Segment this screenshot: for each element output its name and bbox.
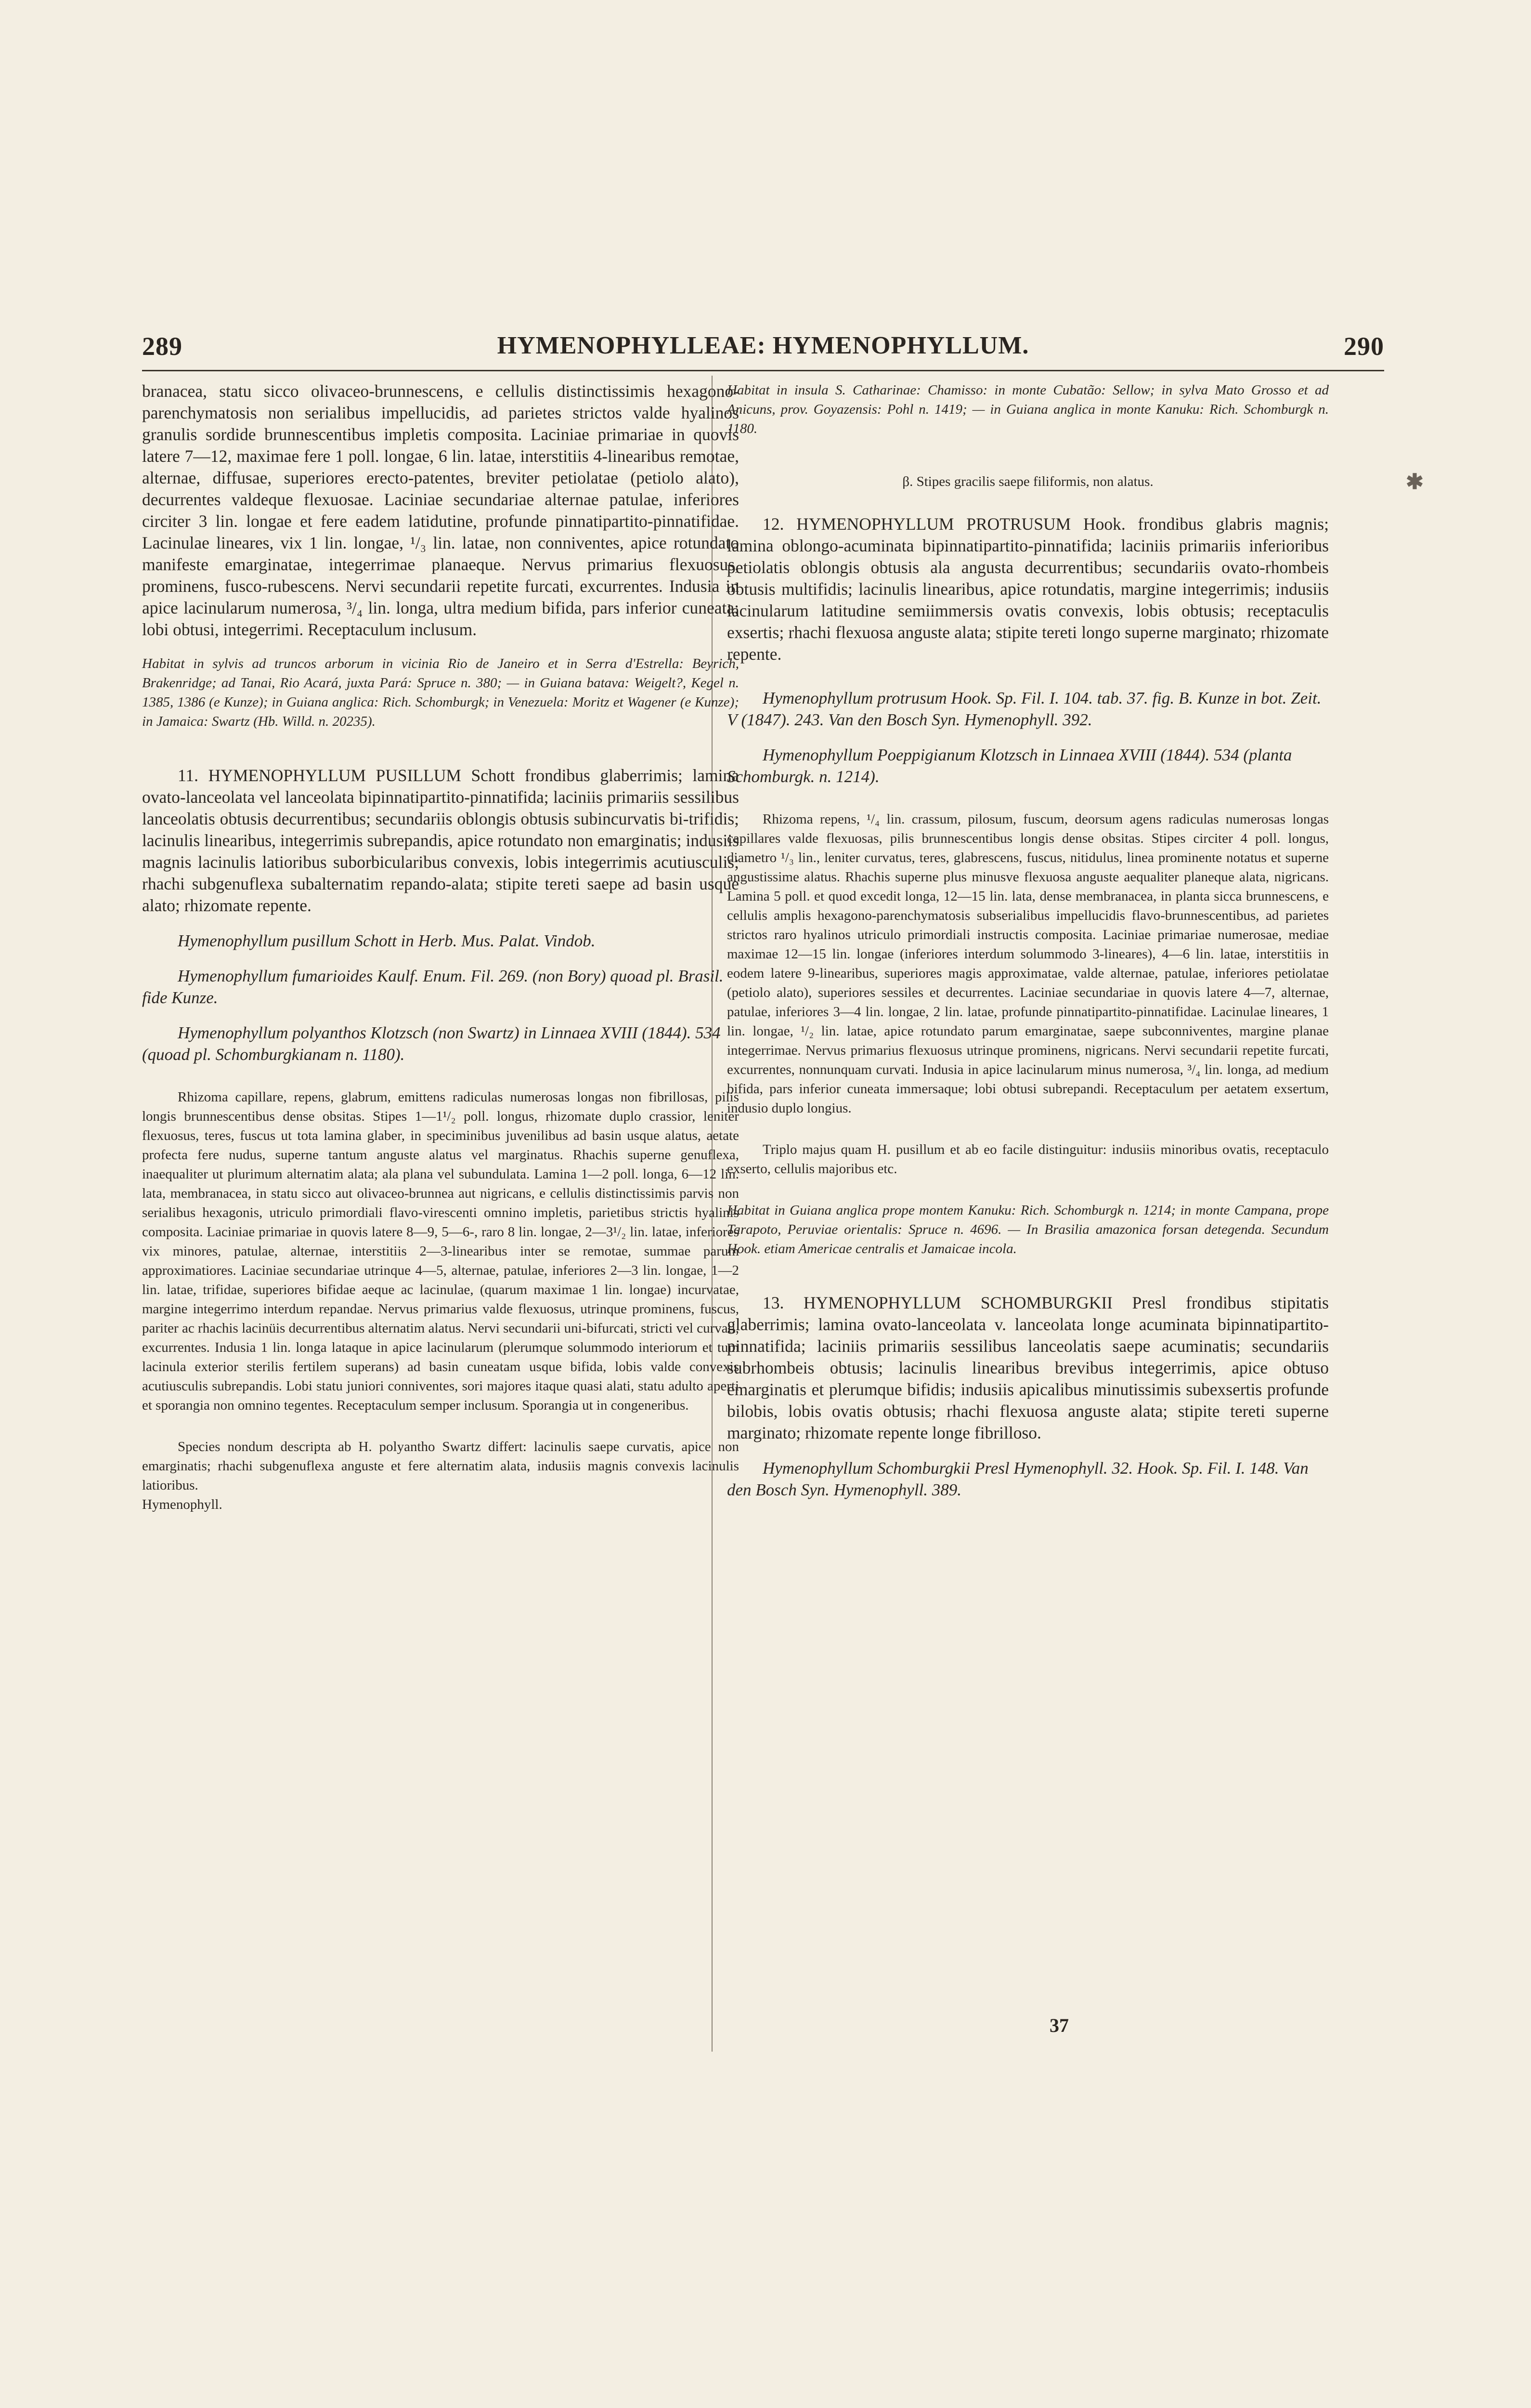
ink-speck: ✱	[1406, 470, 1424, 494]
synonym-citation: Hymenophyllum Schomburgkii Presl Hymenophyll. 32. Hook. Sp. Fil. I. 148. Van den Bosch Syn. Hymenophyll. 389.	[727, 1459, 1309, 1499]
habitat-paragraph-10: Habitat in sylvis ad truncos arborum in vicinia Rio de Janeiro et in Serra d'Estrella: Beyrich, Brakenridge; ad Tanai, Rio Acará, juxta Pará: Spruce n. 380; — in Guiana batava: Weigelt?, Kegel n. 1385, 1386 (e Kunze); in Guiana anglica: Rich. Schomburgk; in Venezuela: Moritz et Wagener (e Kunze); in Jamaica: Swartz (Hb. Willd. n. 20235).	[142, 656, 739, 729]
running-head: HYMENOPHYLLEAE: HYMENOPHYLLUM.	[497, 332, 1029, 359]
synonym-citation: Hymenophyllum polyanthos Klotzsch (non Swartz) in Linnaea XVIII (1844). 534 (quoad pl. Schomburgkianam n. 1180).	[142, 1023, 721, 1064]
habitat-paragraph-11: Habitat in insula S. Catharinae: Chamisso: in monte Cubatão: Sellow; in sylva Mato Grosso et ad Anicuns, prov. Goyazensis: Pohl n. 1419; — in Guiana anglica in monte Kanuku: Rich. Schomburgk n. 1180.	[727, 382, 1329, 436]
signature-mark: 37	[1050, 2015, 1069, 2036]
species-12-diagnosis: 12. HYMENOPHYLLUM PROTRUSUM Hook. frondibus glabris magnis; lamina oblongo-acuminata bipinnatipartito-pinnatifida; laciniis primariis inferioribus petiolatis oblongis obtusis ala angusta decurrentibus; secundariis ovato-rhombeis obtusis multifidis; lacinulis linearibus, apice rotundatis, margine integerrimis; indusiis lacinularum latitudine semiimmersis ovatis convexis, lobis obtusis; receptaculis exsertis; rhachi flexuosa anguste alata; stipite tereti longo superne marginato; rhizomate repente.	[727, 514, 1329, 664]
footer-abbreviation: Hymenophyll.	[142, 1497, 222, 1512]
continuation-paragraph: branacea, statu sicco olivaceo-brunnescens, e cellulis distinctissimis hexagono-parenchymatosis non serialibus impellucidis, ad parietes strictos valde hyalinos granulis sordide brunnescentibus impletis composita. Laciniae primariae in quovis latere 7—12, maximae fere 1 poll. longae, 6 lin. latae, interstitiis 4-linearibus remotae, alternae, diffusae, superiores erecto-patentes, breviter petiolatae (petiolo alato), decurrentes valdeque flexuosae. Laciniae secundariae alternae patulae, inferiores circiter 3 lin. longae et fere eadem latidutine, profunde pinnatipartito-pinnatifidae. Lacinulae lineares, vix 1 lin. longae, ¹/₃ lin. latae, non conniventes, apice rotundato manifeste emarginatae, integerrimae planaeque. Nervus primarius flexuosus, prominens, fusco-rubescens. Nervi secundarii repetite furcati, excurrentes. Indusia in apice lacinularum numerosa, ³/₄ lin. longa, ultra medium bifida, pars inferior cuneata; lobi obtusi, integerrimi. Receptaculum inclusum.	[142, 381, 739, 639]
page-number-left: 289	[142, 332, 182, 361]
synonym-citation: Hymenophyllum Poeppigianum Klotzsch in Linnaea XVIII (1844). 534 (planta Schomburgk. n. 1214).	[727, 746, 1292, 786]
synonym-citation: Hymenophyllum fumarioides Kaulf. Enum. Fil. 269. (non Bory) quoad pl. Brasil. fide Kunze.	[142, 967, 724, 1007]
page-header	[142, 331, 1384, 365]
variety-beta: β. Stipes gracilis saepe filiformis, non alatus.	[902, 474, 1154, 489]
species-12-differentiation: Triplo majus quam H. pusillum et ab eo facile distinguitur: indusiis minoribus ovatis, receptaculo exserto, cellulis majoribus etc.	[727, 1142, 1329, 1177]
header-rule	[142, 370, 1384, 371]
species-13-diagnosis: 13. HYMENOPHYLLUM SCHOMBURGKII Presl frondibus stipitatis glaberrimis; lamina ovato-lanceolata v. lanceolata longe acuminata bipinnatipartito-pinnatifida; laciniis primariis sessilibus lanceolatis saepe acuminatis; secundariis subrhombeis obtusis; lacinulis linearibus brevibus integerrimis, apice obtuso emarginatis et plerumque bifidis; indusiis apicalibus minutissimis subexsertis profunde bilobis, lobis ovatis obtusis; rhachi flexuosa anguste alata; stipite tereti superne marginato; rhizomate repente longe fibrilloso.	[727, 1293, 1329, 1442]
synonym-citation: Hymenophyllum pusillum Schott in Herb. Mus. Palat. Vindob.	[178, 931, 596, 950]
synonym-citation: Hymenophyllum protrusum Hook. Sp. Fil. I. 104. tab. 37. fig. B. Kunze in bot. Zeit. V (1847). 243. Van den Bosch Syn. Hymenophyll. 392.	[727, 689, 1322, 729]
species-11-diagnosis: 11. HYMENOPHYLLUM PUSILLUM Schott frondibus glaberrimis; lamina ovato-lanceolata vel lanceolata bipinnatipartito-pinnatifida; laciniis primariis sessilibus lanceolatis obtusis decurrentibus; secundariis oblongis obtusis subincurvatis bi-trifidis; lacinulis linearibus, integerrimis subrepandis, apice rotundato non emarginatis; indusiis magnis lacinulis latioribus suborbicularibus convexis, lobis integerrimis acutiusculis; rhachi subgenuflexa subalternatim repando-alata; stipite tereti saepe ad basin usque alato; rhizomate repente.	[142, 766, 739, 915]
habitat-paragraph-12: Habitat in Guiana anglica prope montem Kanuku: Rich. Schomburgk n. 1214; in monte Campana, prope Tarapoto, Peruviae orientalis: Spruce n. 4696. — In Brasilia amazonica forsan detegenda. Secundum Hook. etiam Americae centralis et Jamaicae incola.	[727, 1203, 1329, 1256]
page-number-right: 290	[1344, 332, 1384, 361]
left-column	[142, 380, 739, 1514]
species-11-differentiation: Species nondum descripta ab H. polyantho Swartz differt: lacinulis saepe curvatis, apice non emarginatis; rhachi subgenuflexa anguste et fere alternatim alata, indusiis magnis convexis lacinulis latioribus.	[142, 1439, 739, 1493]
species-11-description: Rhizoma capillare, repens, glabrum, emittens radiculas numerosas longas non fibrillosas, pilis longis brunnescentibus dense obsitas. Stipes 1—1¹/₂ poll. longus, rhizomate duplo crassior, leniter flexuosus, teres, fuscus ut tota lamina glaber, in speciminibus juvenilibus ad basin usque alatus, aetate profecta fere nudus, superne tantum anguste alatus vel marginatus. Rhachis superne genuflexa, inaequaliter ut plurimum alternatim alata; ala plana vel subundulata. Lamina 1—2 poll. longa, 6—12 lin. lata, membranacea, in statu sicco aut olivaceo-brunnea aut nigricans, e cellulis distinctissimis parvis non serialibus hexagonis, utriculo primordiali flavo-virescenti omnino impletis, parietibus strictis hyalinis composita. Laciniae primariae in quovis latere 8—9, 5—6-, raro 8 lin. longae, 2—3¹/₂ lin. latae, inferiores vix minores, patulae, alternae, interstitiis 2—3-linearibus inter se remotae, summae parum approximatiores. Laciniae secundariae utrinque 4—5, alternae, patulae, inferiores 2—3 lin. longae, 1—2 lin. latae, trifidae, superiores bifidae aeque ac lacinulae, (quarum maximae 1 lin. longae) incurvatae, margine integerrimo interdum repandae. Nervus primarius valde flexuosus, utrinque prominens, fuscus, pariter ac rhachis lacinüis decurrentibus alternatim alatus. Nervi secundarii uni-bifurcati, stricti vel curvati, excurrentes. Indusia 1 lin. longa lataque in apice lacinularum (plerumque solummodo interiorum et tum lacinula exterior sterilis fertilem superans) ad basin cuneatam usque bifida, lobis valde convexis acutiusculis subrepandis. Lobi statu juniori conniventes, sori majores itaque quasi alati, statu adulto aperti et sporangia non omnino tegentes. Receptaculum semper inclusum. Sporangia ut in congeneribus.	[142, 1089, 739, 1413]
right-column	[727, 380, 1329, 1501]
species-12-description: Rhizoma repens, ¹/₄ lin. crassum, pilosum, fuscum, deorsum agens radiculas numerosas longas capillares valde flexuosas, pilis brunnescentibus longis dense obsitas. Stipes circiter 4 poll. longus, diametro ¹/₃ lin., leniter curvatus, teres, glabrescens, fuscus, nitidulus, linea prominente notatus et superne angustissime alatus. Rhachis superne plus minusve flexuosa anguste aequaliter planeque alata, nigricans. Lamina 5 poll. et quod excedit longa, 12—15 lin. lata, dense membranacea, in planta sicca brunnescens, e cellulis amplis hexagono-parenchymatosis subserialibus impellucidis flavo-brunnescentibus, ad parietes strictos raro hyalinos utriculo primordiali instructis composita. Laciniae primariae numerosae, mediae maximae 12—15 lin. longae (inferiores interdum solummodo 3-lineares), 4—6 lin. latae, interstitiis in eodem latere 9-linearibus, superiores magis approximatae, valde alternae, patulae, inferiores petiolatae (petiolo alato), superiores sessiles et decurrentes. Laciniae secundariae in quovis latere 4—7, alternae, patulae, inferiores 3—4 lin. longae, 2 lin. latae, profunde pinnatipartito-pinnatifidae. Lacinulae lineares, 1 lin. longae, ¹/₂ lin. latae, apice rotundato parum emarginatae, saepe subconniventes, margine planae integerrimae. Nervus primarius flexuosus utrinque prominens, nigricans. Nervi secundarii repetite furcati, excurrentes, nonnunquam curvati. Indusia in apice lacinularum minus numerosa, ³/₄ lin. longa, ad medium bifida, pars inferior cuneata immersaque; lobi obtusi subrepandi. Receptaculum per aetatem exsertum, indusio duplo longius.	[727, 811, 1329, 1116]
